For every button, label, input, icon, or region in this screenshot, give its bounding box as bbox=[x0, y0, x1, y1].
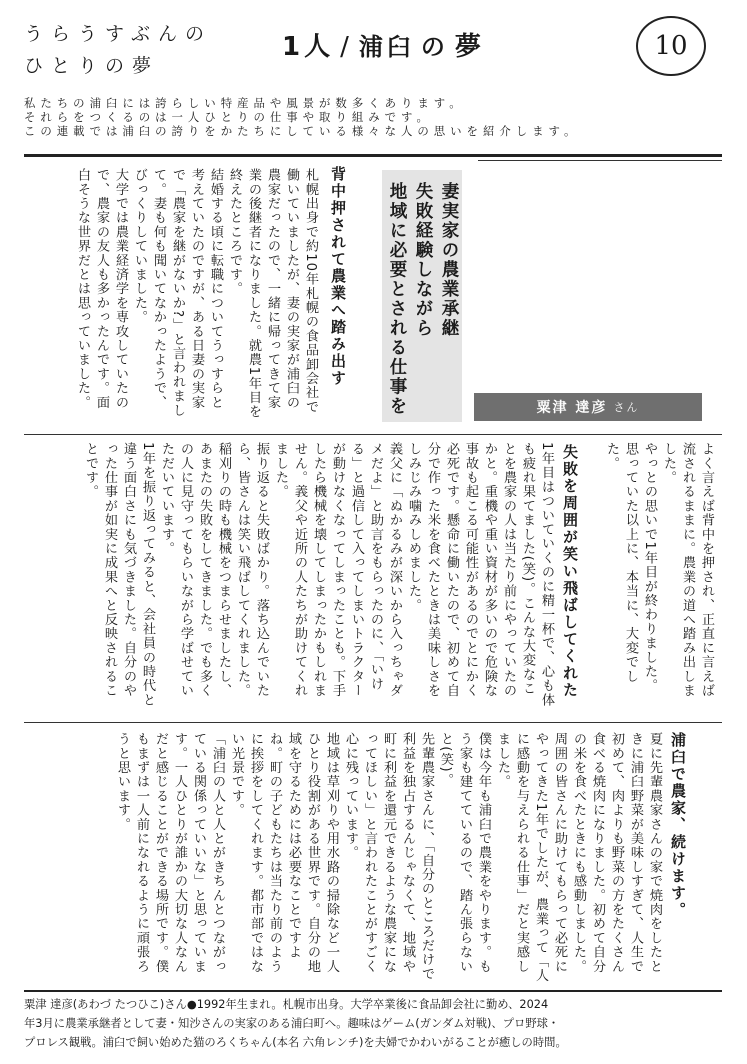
logo-yume: 夢 bbox=[454, 32, 485, 62]
section3-paragraph: 地域は草刈りや用水路の掃除など一人ひとり役割がある世界です。自分の地域を守るためには必要なことですよね。町の子どもたちは当たり前のように挨拶をしてくれます。都市部ではない光景です。 bbox=[229, 732, 339, 974]
section1-continued bbox=[586, 442, 716, 706]
headline-line: 地域に必要とされる仕事を bbox=[387, 182, 407, 416]
band-divider bbox=[24, 434, 722, 435]
section2-paragraph: 1年目はついていくのに精一杯で、心も体も疲れ果てました(笑)。こんな大変なことを農家の人は当たり前にやっていたのかと。重機や重い資材が多いので危険な事故も起こる可能性があるのでとにかく必死です。懸命に働いたので、初めて自分で作った米を食べたときは美味しさをしみじみ噛みしめました。 bbox=[406, 442, 554, 707]
top-rule bbox=[24, 154, 722, 157]
logo-place: 浦臼 bbox=[358, 33, 415, 61]
section3-paragraph: 夏に先輩農家さんの家で焼肉をしたときに浦臼野菜が美味しすぎて、人生で初めて、肉よりも野菜の方をたくさん食べる焼肉になりました。初めて自分の米を食べたときにも感動しました。周囲の皆さんに助けてもらって必死にやってきた1年でしたが、農業って「人に感動を与えられる仕事」だと実感しました。 bbox=[495, 732, 662, 983]
section1-heading: 背中押されて農業へ踏み出す bbox=[329, 166, 347, 387]
profile-line: 年3月に農業承継者として妻・知沙さんの実家のある浦臼町へ。趣味はゲーム(ガンダム対戦)、プロ野球・ bbox=[24, 1017, 560, 1030]
section1-body bbox=[58, 168, 320, 420]
issue-number: 10 bbox=[636, 16, 706, 76]
series-title bbox=[24, 18, 212, 82]
section1-paragraph: 大学では農業経済学を専攻していたので、農家の友人も多かったんです。面白そうな世界だとは思っていました。 bbox=[75, 168, 128, 410]
section2-paragraph: 義父に「ぬかるみが深いから入っちゃダメだよ」と助言をもらったのに、「いける」と過信して入ってしまいトラクターが動けなくなってしまったことも。下手したら機械を壊してしまったかもしれません。義父や近所の人たちが助けてくれました。 bbox=[273, 442, 402, 698]
intro-line: この連載では浦臼の誇りをかたちにしている様々な人の思いを紹介します。 bbox=[24, 124, 581, 138]
person-name: 粟津 達彦 bbox=[536, 400, 608, 416]
band-divider bbox=[24, 722, 722, 723]
section2-paragraph: 稲刈りの時も機械をつまらせましたし、あまたの失敗をしてきました。でも多くの人に見守ってもらいながら学ばせていただいています。 bbox=[159, 442, 231, 698]
logo-no: の bbox=[420, 33, 449, 61]
series-logo bbox=[282, 26, 485, 63]
section3-body bbox=[78, 732, 664, 984]
series-title-line2: ひとりの夢 bbox=[24, 55, 160, 77]
intro-line: それらをつくるのは一人ひとりの仕事や取り組みです。 bbox=[24, 110, 433, 124]
headline bbox=[384, 182, 462, 416]
section2-cont-paragraph: よく言えば背中を押され、正直に言えば流されるままに。農業の道へ踏み出しました。 bbox=[661, 442, 714, 698]
logo-slash: / bbox=[340, 32, 353, 62]
section3-paragraph: 僕は今年も浦臼で農業をやります。もう家も建てているので、踏ん張らないと(笑)。 bbox=[438, 732, 491, 974]
profile-line: 粟津 達彦(あわづ たつひこ)さん●1992年生まれ。札幌市出身。大学卒業後に食品卸会社に勤め、2024 bbox=[24, 998, 549, 1011]
headline-line: 失敗経験しながら bbox=[413, 182, 433, 338]
section1-paragraph: 結婚する頃に転職についてうっすらと考えていたのですが、ある日妻の実家で「農家を継がないか?」と言われまして。妻も何も聞いてなかったようで、びっくりしていました。 bbox=[132, 168, 223, 418]
section2-paragraph: 1年を振り返ってみると、会社員の時代と違う面白さにも気づきました。自分のやった仕事が如実に成果へと反映されることです。 bbox=[83, 442, 155, 707]
section2-heading: 失敗を周囲が笑い飛ばしてくれた bbox=[561, 444, 579, 699]
section1-paragraph: 札幌出身で約10年札幌の食品卸会社で働いていましたが、妻の実家が浦臼の農家だったので、一緒に帰ってきて家業の後継者になりました。就農1年目を終えたところです。 bbox=[227, 168, 318, 419]
top-rule-thin bbox=[478, 160, 722, 161]
section3-paragraph: 「浦臼の人と人とがきちんとつながっている関係っていいな」と思っています。一人ひとりが誰かの大切な人なんだと感じることができる場所です。僕もまずは一人前になれるように頑張ろうと思います。 bbox=[115, 732, 225, 974]
section3-heading: 浦臼で農家、続けます。 bbox=[669, 732, 687, 919]
profile-rule bbox=[24, 990, 722, 992]
profile bbox=[24, 995, 724, 1052]
intro-text bbox=[24, 96, 724, 138]
logo-one-person: 1人 bbox=[282, 32, 335, 62]
series-title-line1: うらうすぶんの bbox=[24, 23, 213, 45]
person-honorific: さん bbox=[613, 401, 640, 414]
section2-cont-paragraph: やっとの思いで1年目が終わりました。思っていた以上に、本当に、大変でした。 bbox=[604, 442, 657, 693]
headline-line: 妻実家の農業承継 bbox=[439, 182, 459, 338]
profile-line: プロレス観戦。浦臼で飼い始めた猫のろくちゃん(本名 六角レンチ)を夫婦でかわいがることが癒しの時間。 bbox=[24, 1036, 567, 1049]
section2-body bbox=[38, 442, 556, 708]
section2-paragraph: 振り返ると失敗ばかり。落ち込んでいたら、皆さんは笑い飛ばしてくれました。 bbox=[235, 442, 269, 698]
intro-line: 私たちの浦臼には誇らしい特産品や風景が数多くあります。 bbox=[24, 96, 466, 110]
person-name-bar bbox=[474, 393, 702, 421]
section3-paragraph: 先輩農家さんに、「自分のところだけで利益を独占するんじゃなくて、地域や町に利益を還元できるような農家になってほしい」と言われたことがすごく心に残っています。 bbox=[343, 732, 434, 981]
